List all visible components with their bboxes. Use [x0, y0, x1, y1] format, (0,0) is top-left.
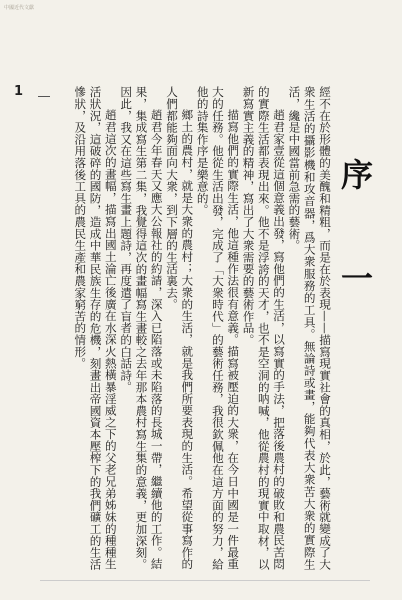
- paragraph-6: 趙君這次的畫幅，描寫出國土淪亡後廣在水深火熱橫暴淫威之下的父老兄弟姊妹的種種生活狀況，這破碎的國防，造成中華民族生存的危機，刻畫出帝國資本壓榨下的我們礦工的生活慘狀，及沿用落後工具的農民生產和農家窮苦的情形。: [73, 86, 118, 570]
- paragraph-2: 趙君家壹從這個意義出發，寫他們的生活，以寫實的手法，把落後農村的破敗和農民苦悶的實際生活都表現出來。他不是浮誇的天才，也不是空洞的呐喊，他從農村的現實中取材，以新寫實主義的精神，寫出了大衆需要的藝術作品。: [241, 86, 287, 570]
- paragraph-3: 描寫他們的實際生活，他這種作法很有意義。描寫被壓迫的大衆，在今日中國是一件最重大的任務。他從生活出發，完成了「大衆時代」的藝術任務，我很欽佩他在這方面的努力，給他的詩集作序是樂意的。: [195, 86, 241, 570]
- paragraph-5: 趙君今年春天又應大公報社的約請，深入已陷落或未陷落的長城一帶，繼續他的工作。結果，集成寫生第二集，我覺得這次的畫幅寫生畫較之去年那本農村寫生集的意義，更加深刻。因此，我又在這些寫生畫上題詩，再度遣了盲者的白話詩。: [119, 86, 164, 570]
- page-number: 1: [14, 84, 24, 99]
- paragraph-4: 鄉土的農村，就是大衆的農村；大衆的生活，就是我們所要表現的生活。希望從事寫作的人們都能夠面向大衆，到下層的生活裏去。: [165, 86, 195, 570]
- section-title: 序 一: [336, 158, 374, 324]
- paragraph-1: 經不在於形體的美醜和精粗，而是在於表現——描寫現實社會的真相，於此，藝術就變成了大衆生活的攝影機和攻音器，爲大衆服務的工具。無論詩或畫，能夠代表大衆苦大衆的實際生活，纔是中國當前急需的藝術。: [287, 86, 332, 570]
- footer-rule: [40, 580, 370, 581]
- archive-stamp: 中國近代文獻: [4, 5, 35, 11]
- page-number-rule: [38, 96, 50, 97]
- body-text: [70, 86, 332, 570]
